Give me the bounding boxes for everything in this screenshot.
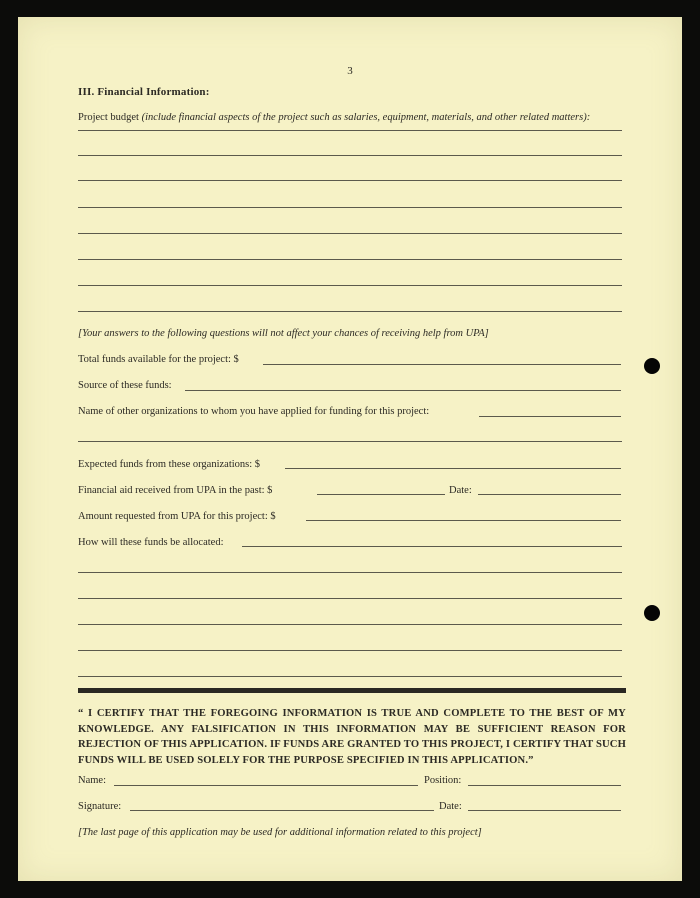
budget-label	[78, 112, 590, 123]
amount-requested-label: Amount requested from UPA for this project: $	[78, 511, 276, 522]
other-orgs-label: Name of other organizations to whom you have applied for funding for this project:	[78, 406, 430, 417]
budget-line-4[interactable]	[78, 207, 622, 208]
aid-date-label: Date:	[449, 485, 472, 496]
budget-line-7[interactable]	[78, 285, 622, 286]
punch-hole-top	[644, 358, 660, 374]
name-label: Name:	[78, 775, 106, 786]
page-number: 3	[347, 65, 353, 77]
signature-field[interactable]	[130, 810, 434, 811]
other-orgs-line-2[interactable]	[78, 441, 622, 442]
expected-funds-field[interactable]	[285, 468, 621, 469]
aid-received-label: Financial aid received from UPA in the past: $	[78, 485, 273, 496]
allocation-line-6[interactable]	[78, 676, 622, 677]
form-page	[18, 17, 682, 881]
allocation-field[interactable]	[242, 546, 622, 547]
source-label: Source of these funds:	[78, 380, 172, 391]
aid-received-field[interactable]	[317, 494, 445, 495]
section-divider	[78, 688, 626, 693]
amount-requested-field[interactable]	[306, 520, 621, 521]
budget-label-text: Project budget	[78, 112, 142, 123]
allocation-line-4[interactable]	[78, 624, 622, 625]
budget-line-6[interactable]	[78, 259, 622, 260]
note-bottom: [The last page of this application may be used for additional information related to this project]	[78, 827, 482, 838]
note-top: [Your answers to the following questions will not affect your chances of receiving help from UPA]	[78, 328, 489, 339]
other-orgs-field[interactable]	[479, 416, 621, 417]
budget-line-1[interactable]	[78, 130, 622, 131]
expected-funds-label: Expected funds from these organizations: $	[78, 459, 261, 470]
aid-date-field[interactable]	[478, 494, 621, 495]
allocation-line-3[interactable]	[78, 598, 622, 599]
date-field[interactable]	[468, 810, 621, 811]
certification-statement: “ I CERTIFY THAT THE FOREGOING INFORMATION IS TRUE AND COMPLETE TO THE BEST OF MY KNOWLEDGE. ANY FALSIFICATION IN THIS INFORMATION MAY BE SUFFICIENT REASON FOR REJECTION OF THIS APPLICATION. IF FUNDS ARE GRANTED TO THIS PROJECT, I CERTIFY THAT SUCH FUNDS WILL BE USED SOLELY FOR THE PURPOSE SPECIFIED IN THIS APPLICATION.”	[78, 708, 626, 766]
budget-line-8[interactable]	[78, 311, 622, 312]
budget-hint: (include financial aspects of the project such as salaries, equipment, materials, and other related matters):	[141, 112, 591, 123]
section-title: III. Financial Information:	[78, 86, 210, 98]
date-label: Date:	[439, 801, 462, 812]
allocation-line-5[interactable]	[78, 650, 622, 651]
budget-line-2[interactable]	[78, 155, 622, 156]
budget-line-3[interactable]	[78, 180, 622, 181]
total-funds-label: Total funds available for the project: $	[78, 354, 239, 365]
allocation-label: How will these funds be allocated:	[78, 537, 224, 548]
name-field[interactable]	[114, 785, 418, 786]
source-field[interactable]	[185, 390, 621, 391]
allocation-line-2[interactable]	[78, 572, 622, 573]
position-field[interactable]	[468, 785, 621, 786]
punch-hole-bottom	[644, 605, 660, 621]
signature-label: Signature:	[78, 801, 122, 812]
budget-line-5[interactable]	[78, 233, 622, 234]
total-funds-field[interactable]	[263, 364, 621, 365]
position-label: Position:	[424, 775, 462, 786]
